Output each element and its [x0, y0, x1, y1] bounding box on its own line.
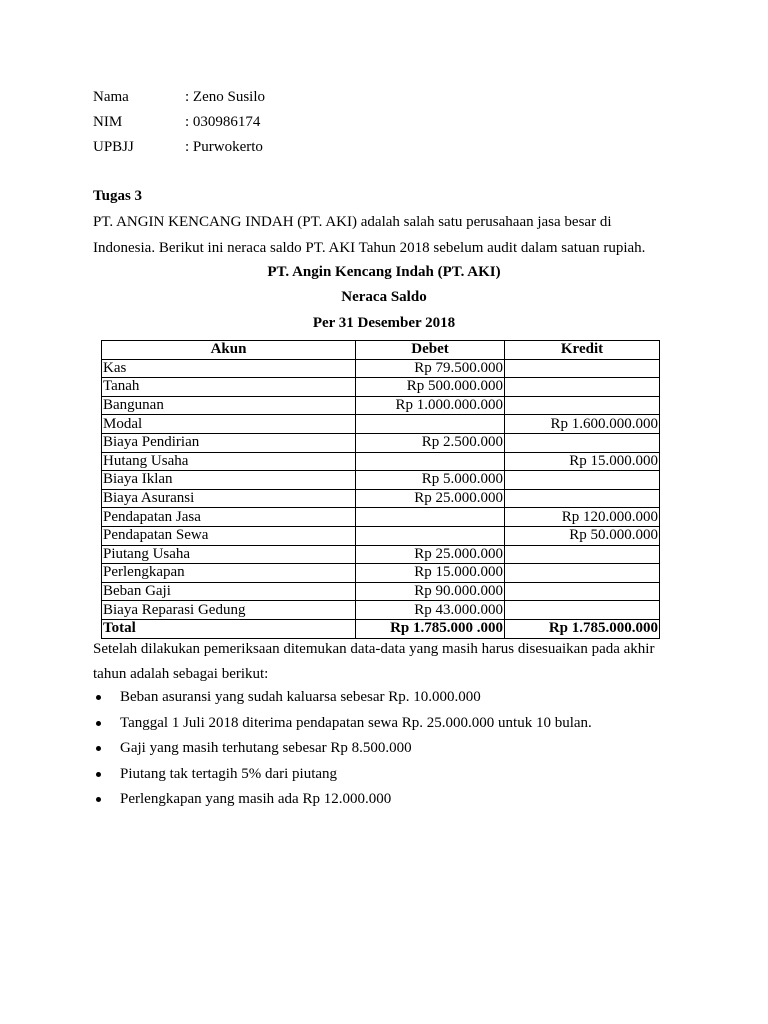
cell-kredit [505, 471, 660, 490]
cell-debet: Rp 2.500.000 [356, 433, 505, 452]
cell-kredit [505, 489, 660, 508]
list-item-text: Piutang tak tertagih 5% dari piutang [120, 765, 338, 782]
header-kredit: Kredit [505, 341, 660, 360]
cell-debet [356, 508, 505, 527]
cell-kredit [505, 359, 660, 378]
info-label: NIM [93, 114, 123, 130]
task-heading: Tugas 3 [93, 188, 143, 204]
table-header-row [102, 341, 660, 360]
info-label: UPBJJ [93, 139, 134, 155]
cell-akun: Kas [102, 359, 356, 378]
table-row [102, 433, 660, 452]
bullet-icon [96, 721, 101, 726]
list-item-text: Perlengkapan yang masih ada Rp 12.000.000 [120, 791, 392, 807]
bullet-icon [96, 772, 101, 777]
cell-kredit [505, 582, 660, 601]
header-debet: Debet [356, 341, 505, 360]
list-item-text: Tanggal 1 Juli 2018 diterima pendapatan sewa Rp. 25.000.000 untuk 10 bulan. [120, 714, 592, 731]
cell-akun: Modal [102, 415, 356, 434]
cell-kredit [505, 564, 660, 583]
table-row [102, 396, 660, 415]
cell-debet: Rp 1.000.000.000 [356, 396, 505, 415]
cell-akun: Hutang Usaha [102, 452, 356, 471]
cell-kredit [505, 601, 660, 620]
bullet-icon [96, 746, 101, 751]
statement-title: Neraca Saldo [341, 289, 427, 305]
header-akun: Akun [102, 341, 356, 360]
cell-debet: Rp 43.000.000 [356, 601, 505, 620]
cell-kredit [505, 545, 660, 564]
cell-akun: Biaya Asuransi [102, 489, 356, 508]
list-item [93, 790, 592, 816]
cell-kredit: Rp 15.000.000 [505, 452, 660, 471]
cell-debet: Rp 5.000.000 [356, 471, 505, 490]
cell-debet [356, 526, 505, 545]
list-item [93, 688, 592, 714]
cell-kredit [505, 396, 660, 415]
info-value: : Zeno Susilo [185, 89, 266, 105]
bullet-icon [96, 695, 101, 700]
cell-debet: Rp 500.000.000 [356, 378, 505, 397]
cell-akun: Pendapatan Sewa [102, 526, 356, 545]
cell-debet [356, 415, 505, 434]
list-item [93, 739, 592, 765]
table-row [102, 526, 660, 545]
total-debet: Rp 1.785.000 .000 [356, 619, 505, 638]
cell-akun: Tanah [102, 378, 356, 397]
cell-kredit: Rp 50.000.000 [505, 526, 660, 545]
adjustments-intro-line-2: tahun adalah sebagai berikut: [93, 666, 269, 682]
cell-debet: Rp 25.000.000 [356, 489, 505, 508]
table-row [102, 489, 660, 508]
cell-akun: Beban Gaji [102, 582, 356, 601]
cell-kredit: Rp 1.600.000.000 [505, 415, 660, 434]
cell-debet: Rp 79.500.000 [356, 359, 505, 378]
table-row [102, 601, 660, 620]
total-kredit: Rp 1.785.000.000 [505, 619, 660, 638]
cell-debet: Rp 15.000.000 [356, 564, 505, 583]
cell-debet [356, 452, 505, 471]
total-label: Total [102, 619, 356, 638]
list-item-text: Gaji yang masih terhutang sebesar Rp 8.500.000 [120, 740, 412, 756]
cell-debet: Rp 90.000.000 [356, 582, 505, 601]
table-row [102, 471, 660, 490]
table-row [102, 359, 660, 378]
company-title: PT. Angin Kencang Indah (PT. AKI) [267, 264, 501, 280]
cell-akun: Biaya Iklan [102, 471, 356, 490]
table-row [102, 545, 660, 564]
trial-balance-table [101, 340, 660, 639]
list-item-text: Beban asuransi yang sudah kaluarsa sebesar Rp. 10.000.000 [120, 689, 481, 705]
cell-akun: Perlengkapan [102, 564, 356, 583]
table-row [102, 582, 660, 601]
list-item [93, 714, 592, 740]
cell-kredit [505, 378, 660, 397]
cell-akun: Pendapatan Jasa [102, 508, 356, 527]
cell-debet: Rp 25.000.000 [356, 545, 505, 564]
cell-akun: Piutang Usaha [102, 545, 356, 564]
cell-kredit [505, 433, 660, 452]
task-intro-line-2: Indonesia. Berikut ini neraca saldo PT. AKI Tahun 2018 sebelum audit dalam satuan rupiah. [93, 240, 646, 256]
table-row [102, 452, 660, 471]
cell-kredit: Rp 120.000.000 [505, 508, 660, 527]
table-total-row [102, 619, 660, 638]
table-row [102, 564, 660, 583]
table-row [102, 415, 660, 434]
statement-date: Per 31 Desember 2018 [312, 315, 456, 331]
list-item [93, 765, 592, 791]
info-value: : 030986174 [185, 114, 261, 130]
cell-akun: Biaya Pendirian [102, 433, 356, 452]
table-row [102, 508, 660, 527]
cell-akun: Bangunan [102, 396, 356, 415]
adjustments-list [93, 688, 592, 816]
info-value: : Purwokerto [185, 139, 263, 155]
table-row [102, 378, 660, 397]
bullet-icon [96, 797, 101, 802]
info-label: Nama [93, 89, 129, 105]
cell-akun: Biaya Reparasi Gedung [102, 601, 356, 620]
task-intro-line-1: PT. ANGIN KENCANG INDAH (PT. AKI) adalah salah satu perusahaan jasa besar di [93, 214, 612, 230]
adjustments-intro-line-1: Setelah dilakukan pemeriksaan ditemukan data-data yang masih harus disesuaikan pada akhir [93, 641, 655, 657]
